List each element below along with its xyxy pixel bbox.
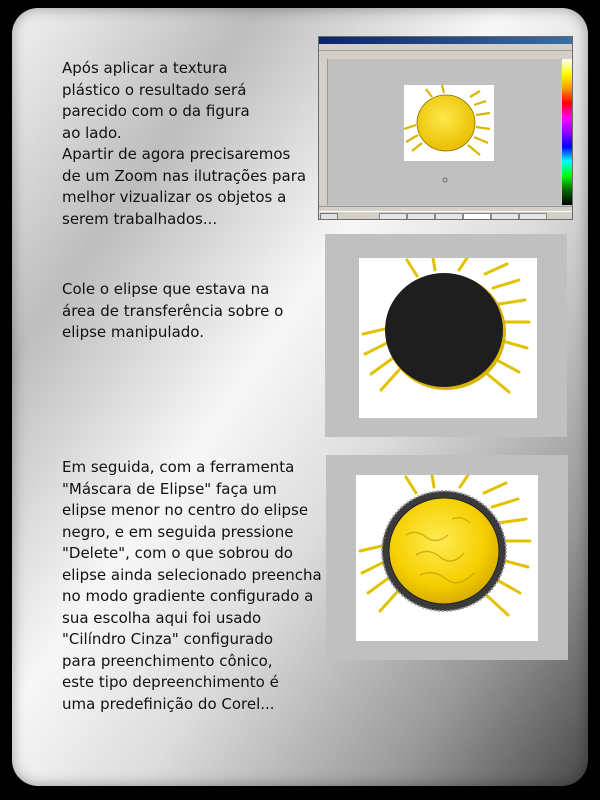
toolbox <box>319 59 328 205</box>
black-ellipse-screenshot <box>325 234 567 437</box>
taskbar-item <box>407 213 435 220</box>
window-menubar <box>319 44 572 51</box>
start-button <box>320 213 338 220</box>
window-titlebar <box>319 37 572 44</box>
paragraph-mask-ellipse: Em seguida, com a ferramenta "Máscara de Elipse" faça um elipse menor no centro do elipse negro, e em seguida pressione "Delete", com o que sobrou do elipse ainda selecionado preencha no modo gradiente configurado a sua escolha aqui foi usado "Cilíndro Cinza" configurado para preenchimento cônico, este tipo depreenchimento é uma predefinição do Corel... <box>62 458 322 713</box>
document-canvas <box>404 85 494 161</box>
color-palette <box>562 59 572 205</box>
textured-sun-image <box>404 85 494 161</box>
cursor-circle-icon <box>442 177 448 183</box>
taskbar-item <box>463 213 491 220</box>
taskbar-item <box>379 213 407 220</box>
taskbar-item <box>519 213 547 220</box>
windows-taskbar <box>319 211 572 219</box>
sun-ring-image <box>356 475 538 641</box>
black-ellipse-image <box>359 258 537 418</box>
taskbar-item <box>491 213 519 220</box>
corel-window-screenshot <box>318 36 573 220</box>
ring-gradient-screenshot <box>326 455 568 660</box>
paragraph-texture-result: Após aplicar a textura plástico o resultado será parecido com o da figura ao lado. Apartir de agora precisaremos de um Zoom nas ilutrações para melhor vizualizar os objetos a serem trabalhados... <box>62 59 307 228</box>
taskbar-item <box>435 213 463 220</box>
document-canvas <box>359 258 537 418</box>
workspace <box>328 59 561 205</box>
document-canvas <box>356 475 538 641</box>
paragraph-paste-ellipse: Cole o elipse que estava na área de transferência sobre o elipse manipulado. <box>62 280 284 341</box>
